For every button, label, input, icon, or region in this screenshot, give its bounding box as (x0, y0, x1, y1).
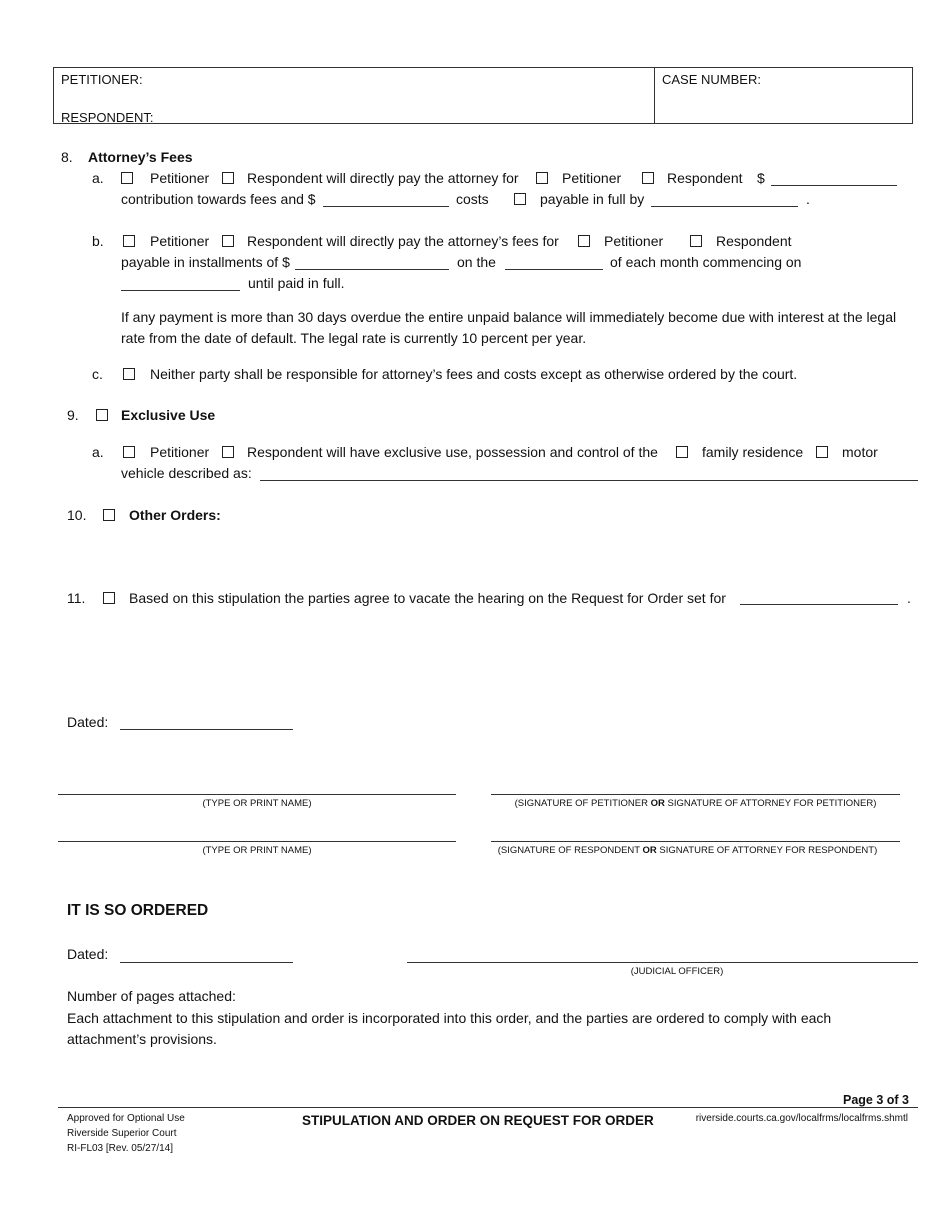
footer-form-id: RI-FL03 [Rev. 05/27/14] (67, 1143, 173, 1154)
petitioner-name-line[interactable] (58, 794, 456, 795)
item8b-for-petitioner-label: Petitioner (604, 233, 664, 249)
item8a-payable-full-checkbox[interactable] (514, 193, 526, 205)
item9a-respondent-checkbox[interactable] (222, 446, 234, 458)
item9-checkbox[interactable] (96, 409, 108, 421)
respondent-name-line[interactable] (58, 841, 456, 842)
item8a-for-respondent-label: Respondent (667, 170, 743, 186)
dated-label: Dated: (67, 714, 109, 730)
item8a-costs-text: costs (456, 191, 489, 207)
item11-hearing-date-field[interactable] (740, 604, 898, 605)
item9a-motor-label: motor (842, 444, 878, 460)
item8b-until-paid-text: until paid in full. (248, 275, 345, 291)
caption-divider (654, 67, 655, 124)
item8-title: Attorney’s Fees (88, 149, 193, 165)
item8b-on-the-text: on the (457, 254, 496, 270)
item8a-for-petitioner-checkbox[interactable] (536, 172, 548, 184)
item9a-vehicle-described-text: vehicle described as: (121, 465, 252, 481)
item8b-respondent-text: Respondent will directly pay the attorney’s fees for (247, 233, 559, 249)
item9a-motor-checkbox[interactable] (816, 446, 828, 458)
dated-field[interactable] (120, 729, 293, 730)
item9a-petitioner-checkbox[interactable] (123, 446, 135, 458)
footer-court: Riverside Superior Court (67, 1128, 177, 1139)
item11-period: . (907, 590, 911, 606)
item8b-respondent-checkbox[interactable] (222, 235, 234, 247)
item8a-petitioner-label: Petitioner (150, 170, 210, 186)
footer-url[interactable]: riverside.courts.ca.gov/localfrms/localfrms.shmtl (695, 1113, 908, 1124)
caption-box (53, 67, 913, 124)
pages-attached-label: Number of pages attached: (67, 988, 236, 1004)
order-title: IT IS SO ORDERED (67, 902, 209, 919)
item8b-for-respondent-label: Respondent (716, 233, 792, 249)
respondent-name-caption: (TYPE OR PRINT NAME) (202, 845, 312, 856)
item9a-vehicle-description-field[interactable] (260, 480, 918, 481)
item9a-family-residence-label: family residence (702, 444, 804, 460)
item8a-amount-field[interactable] (771, 185, 897, 186)
item10-checkbox[interactable] (103, 509, 115, 521)
item9a-family-residence-checkbox[interactable] (676, 446, 688, 458)
item8a-letter: a. (92, 170, 104, 186)
item8a-for-petitioner-label: Petitioner (562, 170, 622, 186)
respondent-signature-line[interactable] (491, 841, 900, 842)
item8b-each-month-text: of each month commencing on (610, 254, 802, 270)
order-dated-field[interactable] (120, 962, 293, 963)
item10-number: 10. (67, 507, 87, 523)
item8b-letter: b. (92, 233, 104, 249)
item8-number: 8. (61, 149, 73, 165)
item11-checkbox[interactable] (103, 592, 115, 604)
item8b-for-respondent-checkbox[interactable] (690, 235, 702, 247)
item11-text: Based on this stipulation the parties agree to vacate the hearing on the Request for Order set for (129, 590, 726, 606)
item11-number: 11. (67, 590, 86, 606)
item8b-petitioner-checkbox[interactable] (123, 235, 135, 247)
order-dated-label: Dated: (67, 946, 109, 962)
item8b-installments-text: payable in installments of $ (121, 254, 290, 270)
item8c-text: Neither party shall be responsible for attorney’s fees and costs except as otherwise ordered by the court. (150, 366, 798, 382)
item9a-letter: a. (92, 444, 104, 460)
respondent-signature-caption: (SIGNATURE OF RESPONDENT OR SIGNATURE OF ATTORNEY FOR RESPONDENT) (497, 845, 878, 856)
respondent-label: RESPONDENT: (61, 110, 154, 125)
item9a-petitioner-label: Petitioner (150, 444, 210, 460)
item8a-for-respondent-checkbox[interactable] (642, 172, 654, 184)
item8b-day-field[interactable] (505, 269, 603, 270)
footer-form-title: STIPULATION AND ORDER ON REQUEST FOR ORDER (302, 1113, 654, 1128)
item8c-letter: c. (92, 366, 103, 382)
item8a-payable-full-text: payable in full by (540, 191, 645, 207)
item8a-contribution-text: contribution towards fees and $ (121, 191, 316, 207)
item10-title: Other Orders: (129, 507, 221, 523)
page-number: Page 3 of 3 (843, 1093, 909, 1107)
item8a-period: . (806, 191, 810, 207)
item9-number: 9. (67, 407, 79, 423)
petitioner-label: PETITIONER: (61, 72, 143, 87)
petitioner-signature-caption: (SIGNATURE OF PETITIONER OR SIGNATURE OF ATTORNEY FOR PETITIONER) (514, 798, 877, 809)
item9a-respondent-text: Respondent will have exclusive use, possession and control of the (247, 444, 658, 460)
item8b-installment-amount-field[interactable] (295, 269, 449, 270)
item8b-overdue-notice: If any payment is more than 30 days overdue the entire unpaid balance will immediately become due with interest at the legal rate from the date of default. The legal rate is currently 10 percent per year. (121, 309, 897, 346)
footer-rule (58, 1107, 918, 1108)
item9-title: Exclusive Use (121, 407, 216, 423)
item8c-checkbox[interactable] (123, 368, 135, 380)
item8a-dollar-sign: $ (757, 170, 765, 186)
item8a-payable-date-field[interactable] (651, 206, 798, 207)
judicial-officer-line[interactable] (407, 962, 918, 963)
item8b-start-date-field[interactable] (121, 290, 240, 291)
item8a-respondent-text: Respondent will directly pay the attorney for (247, 170, 519, 186)
judicial-officer-caption: (JUDICIAL OFFICER) (630, 966, 724, 977)
attachment-text: Each attachment to this stipulation and order is incorporated into this order, and the parties are ordered to comply with each attachment’s provisions. (67, 1010, 832, 1047)
footer-approved: Approved for Optional Use (67, 1113, 185, 1124)
item8a-petitioner-checkbox[interactable] (121, 172, 133, 184)
item8a-respondent-checkbox[interactable] (222, 172, 234, 184)
petitioner-name-caption: (TYPE OR PRINT NAME) (202, 798, 312, 809)
item8a-fees-amount-field[interactable] (323, 206, 449, 207)
petitioner-signature-line[interactable] (491, 794, 900, 795)
case-number-label: CASE NUMBER: (662, 72, 761, 87)
item8b-petitioner-label: Petitioner (150, 233, 210, 249)
item8b-for-petitioner-checkbox[interactable] (578, 235, 590, 247)
